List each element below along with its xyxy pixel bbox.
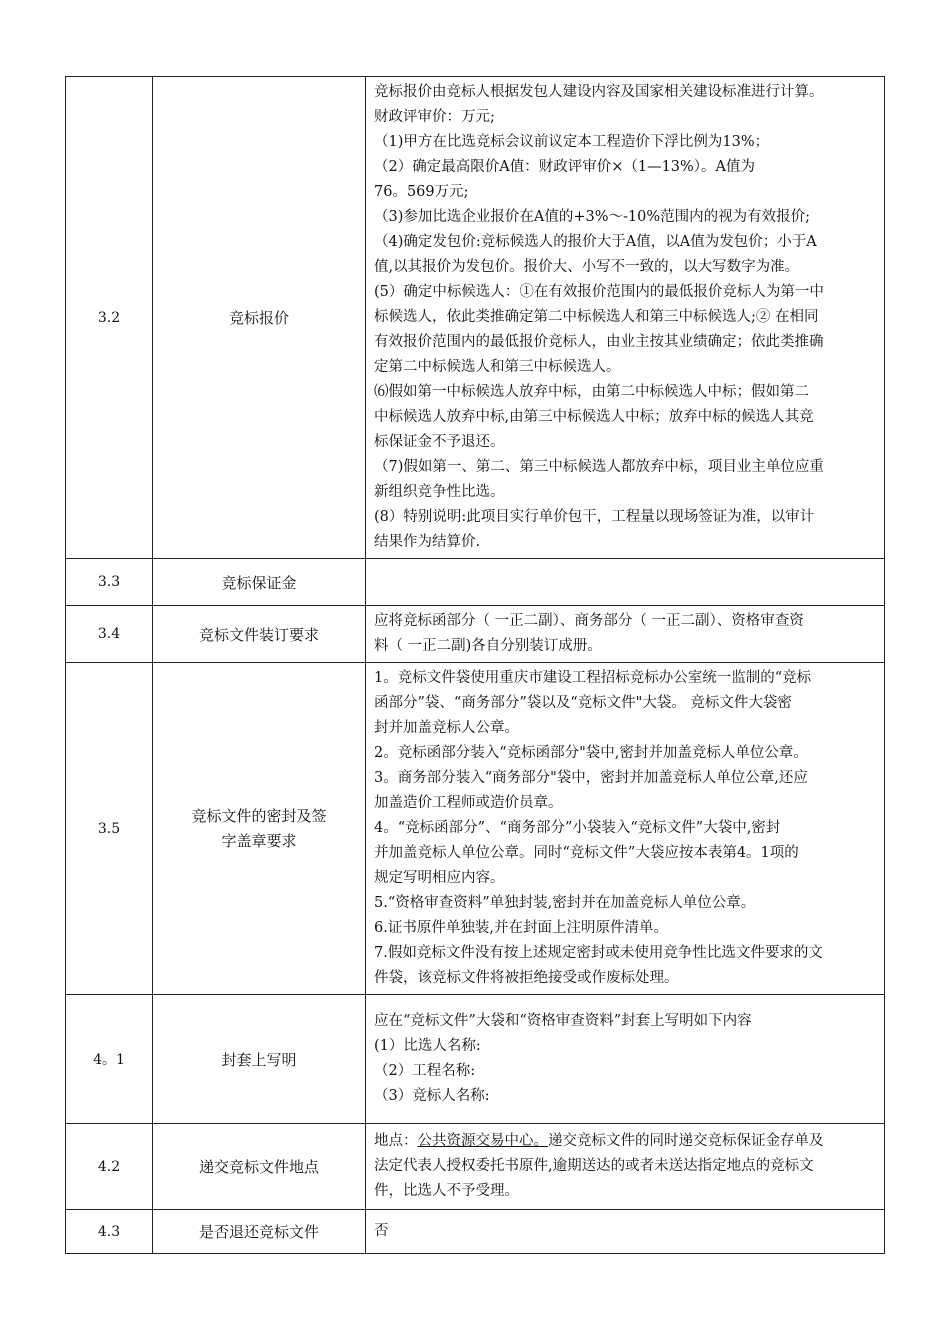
content-line: (8）特别说明:此项目实行单价包干，工程量以现场签证为准，以审计	[374, 509, 815, 525]
row-number: 4.3	[66, 1210, 153, 1254]
label-line: 字盖章要求	[221, 831, 297, 850]
table-row	[66, 995, 885, 1124]
content-line: 件，比选人不予受理。	[374, 1183, 519, 1199]
row-content	[366, 77, 885, 559]
place-rest: 递交竞标文件的同时递交竞标保证金存单及	[548, 1133, 824, 1149]
row-content	[366, 559, 885, 606]
content-line: 否	[374, 1223, 389, 1239]
place-name: 公共资源交易中心。	[417, 1133, 548, 1149]
content-line: 标候选人，依此类推确定第二中标候选人和第三中标候选人;② 在相同	[374, 309, 819, 325]
place-prefix: 地点：	[374, 1133, 418, 1149]
row-number: 4。1	[66, 995, 153, 1124]
content-line: 竞标报价由竞标人根据发包人建设内容及国家相关建设标准进行计算。	[374, 84, 824, 100]
content-line: 有效报价范围内的最低报价竞标人，由业主按其业绩确定；依此类推确	[374, 334, 824, 350]
content-line: （7)假如第一、第二、第三中标候选人都放弃中标，项目业主单位应重	[374, 459, 824, 475]
row-label: 是否退还竞标文件	[153, 1210, 366, 1254]
content-line: （1)甲方在比选竞标会议前议定本工程造价下浮比例为13%；	[374, 134, 770, 150]
content-line: (1）比选人名称:	[374, 1038, 481, 1054]
content-line: 法定代表人授权委托书原件,逾期送达的或者未送达指定地点的竞标文	[374, 1158, 814, 1174]
row-number: 4.2	[66, 1124, 153, 1210]
content-line: （3)参加比选企业报价在A值的+3%～-10%范围内的视为有效报价;	[374, 209, 811, 225]
row-label	[153, 663, 366, 995]
content-line: 中标候选人放弃中标,由第三中标候选人中标；放弃中标的候选人其竞	[374, 409, 814, 425]
row-label: 竞标保证金	[153, 559, 366, 606]
content-line: 6.证书原件单独装,并在封面上注明原件清单。	[374, 920, 668, 936]
content-line: 规定写明相应内容。	[374, 870, 505, 886]
content-line: 封并加盖竞标人公章。	[374, 720, 519, 736]
content-line	[374, 1129, 878, 1154]
content-line: （2）工程名称:	[374, 1063, 476, 1079]
table-row	[66, 77, 885, 559]
row-label: 递交竞标文件地点	[153, 1124, 366, 1210]
content-line: 应在“竞标文件”大袋和“资格审查资料”封套上写明如下内容	[374, 1013, 752, 1029]
content-line: 加盖造价工程师或造价员章。	[374, 795, 563, 811]
row-content	[366, 663, 885, 995]
content-line: 应将竞标函部分（ 一正二副）、商务部分（ 一正二副）、资格审查资	[374, 613, 804, 629]
content-line: 定第二中标候选人和第三中标候选人。	[374, 359, 621, 375]
content-line: （3）竞标人名称:	[374, 1088, 490, 1104]
content-line: 函部分”袋、“商务部分”袋以及“竞标文件"大袋。 竞标文件大袋密	[374, 695, 792, 711]
content-line: 4。“竞标函部分”、“商务部分”小袋装入“竞标文件”大袋中,密封	[374, 820, 781, 836]
table-row	[66, 606, 885, 663]
content-line: （4)确定发包价:竞标候选人的报价大于A值，以A值为发包价；小于A	[374, 234, 817, 250]
row-label: 竞标文件装订要求	[153, 606, 366, 663]
content-line: 件袋，该竞标文件将被拒绝接受或作废标处理。	[374, 970, 679, 986]
content-line: 结果作为结算价.	[374, 534, 481, 550]
content-line: 标保证金不予退还。	[374, 434, 505, 450]
row-number: 3.4	[66, 606, 153, 663]
table-row	[66, 559, 885, 606]
label-line: 竞标文件的密封及签	[191, 806, 327, 825]
content-line: 值,以其报价为发包价。报价大、小写不一致的，以大写数字为准。	[374, 259, 800, 275]
document-table	[65, 76, 885, 1254]
row-number: 3.3	[66, 559, 153, 606]
row-number: 3.2	[66, 77, 153, 559]
row-content	[366, 1124, 885, 1210]
table-row	[66, 1124, 885, 1210]
content-line: 新组织竞争性比选。	[374, 484, 505, 500]
content-line: 7.假如竞标文件没有按上述规定密封或未使用竞争性比选文件要求的文	[374, 945, 823, 961]
content-line: 料（ 一正二副)各自分别装订成册。	[374, 638, 602, 654]
content-line: 财政评审价：万元;	[374, 109, 495, 125]
row-content	[366, 995, 885, 1124]
content-line: ⑹假如第一中标候选人放弃中标，由第二中标候选人中标；假如第二	[374, 384, 809, 400]
content-line: （2）确定最高限价A值：财政评审价×（1—13%）。A值为	[374, 159, 756, 175]
content-line: 5.“资格审查资料”单独封装,密封并在加盖竞标人单位公章。	[374, 895, 756, 911]
content-line: 2。竞标函部分装入“竞标函部分"袋中,密封并加盖竞标人单位公章。	[374, 745, 808, 761]
row-number: 3.5	[66, 663, 153, 995]
content-line: 76。569万元;	[374, 184, 469, 200]
row-label: 竞标报价	[153, 77, 366, 559]
table-row	[66, 1210, 885, 1254]
table-row	[66, 663, 885, 995]
row-content	[366, 606, 885, 663]
row-content	[366, 1210, 885, 1254]
row-label: 封套上写明	[153, 995, 366, 1124]
content-line: 3。商务部分装入“商务部分"袋中，密封并加盖竞标人单位公章,还应	[374, 770, 808, 786]
content-line: 并加盖竞标人单位公章。同时“竞标文件”大袋应按本表第4。1项的	[374, 845, 799, 861]
content-line: 1。竞标文件袋使用重庆市建设工程招标竞标办公室统一监制的“竞标	[374, 670, 812, 686]
content-line: (5）确定中标候选人：①在有效报价范围内的最低报价竞标人为第一中	[374, 284, 824, 300]
